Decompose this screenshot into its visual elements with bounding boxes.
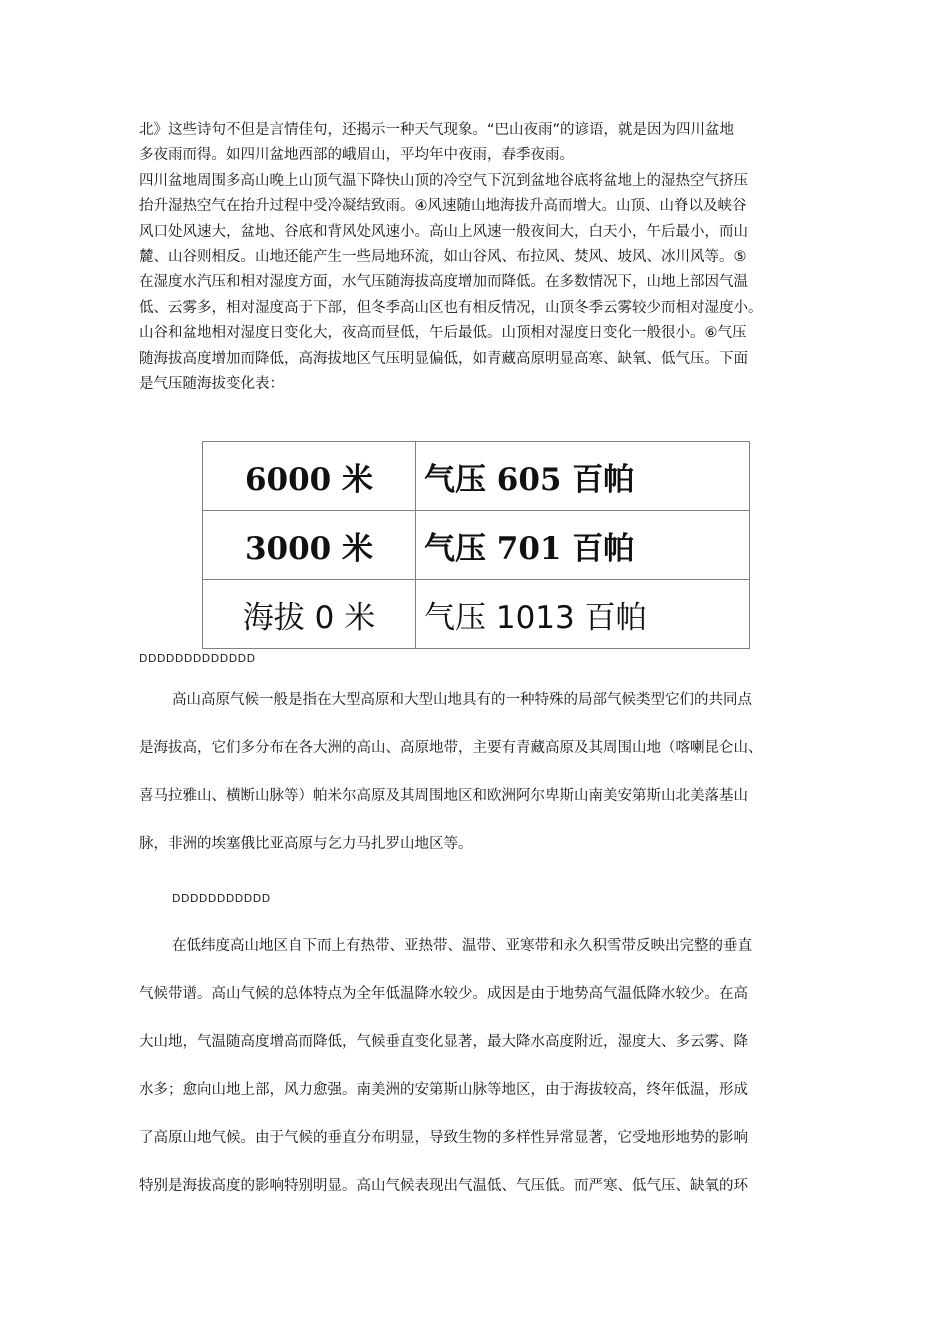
placeholder-marker: DDDDDDDDDDD [172,892,271,905]
placeholder-marker: DDDDDDDDDDDDD [139,652,256,665]
text-line: 特别是海拔高度的影响特别明显。高山气候表现出气温低、气压低。而严寒、低气压、缺氧的环 [139,1178,748,1194]
text-line: 四川盆地周围多高山晚上山顶气温下降快山顶的冷空气下沉到盆地谷底将盆地上的湿热空气挤压 [139,172,748,189]
text-line: 高山高原气候一般是指在大型高原和大型山地具有的一种特殊的局部气候类型它们的共同点 [172,692,752,708]
text-line: 北》这些诗句不但是言情佳句，还揭示一种天气现象。“巴山夜雨”的谚语，就是因为四川盆地 [139,122,735,138]
pressure-cell: 气压 605 百帕 [416,442,750,511]
text-line: 气候带谱。高山气候的总体特点为全年低温降水较少。成因是由于地势高气温低降水较少。在高 [139,986,748,1002]
altitude-cell: 海拔 0 米 [203,580,416,649]
text-line: 是海拔高，它们多分布在各大洲的高山、高原地带，主要有青藏高原及其周围山地（喀喇昆仑山、 [139,740,763,756]
text-line: 风口处风速大，盆地、谷底和背风处风速小。高山上风速一般夜间大，白天小，午后最小，而山 [139,223,748,240]
text-line: 随海拔高度增加而降低，高海拔地区气压明显偏低，如青藏高原明显高寒、缺氧、低气压。下面 [139,350,748,367]
text-line: 多夜雨而得。如四川盆地西部的峨眉山，平均年中夜雨，春季夜雨。 [139,147,574,164]
pressure-cell: 气压 701 百帕 [416,511,750,580]
paragraph-vertical-climate-zones [139,922,829,1210]
table-row [203,442,750,511]
text-line: 在低纬度高山地区自下而上有热带、亚热带、温带、亚寒带和永久积雪带反映出完整的垂直 [172,938,752,954]
text-line: 脉，非洲的埃塞俄比亚高原与乞力马扎罗山地区等。 [139,836,473,852]
paragraph-highland-climate [139,676,829,868]
text-line: 了高原山地气候。由于气候的垂直分布明显，导致生物的多样性异常显著，它受地形地势的影响 [139,1130,748,1146]
text-line: 低、云雾多，相对湿度高于下部，但冬季高山区也有相反情况，山顶冬季云雾较少而相对湿度小。 [139,299,763,316]
text-line: 抬升湿热空气在抬升过程中受冷凝结致雨。④风速随山地海拔升高而增大。山顶、山脊以及峡谷 [139,198,747,215]
altitude-cell: 6000 米 [203,442,416,511]
pressure-altitude-table [202,441,750,649]
text-line: 在湿度水汽压和相对湿度方面，水气压随海拔高度增加而降低。在多数情况下，山地上部因气温 [139,274,748,291]
table-row [203,580,750,649]
pressure-cell: 气压 1013 百帕 [416,580,750,649]
text-line: 大山地，气温随高度增高而降低，气候垂直变化显著，最大降水高度附近，湿度大、多云雾、降 [139,1034,748,1050]
text-line: 喜马拉雅山、横断山脉等）帕米尔高原及其周围地区和欧洲阿尔卑斯山南美安第斯山北美落基山 [139,788,748,804]
altitude-cell: 3000 米 [203,511,416,580]
text-line: 是气压随海拔变化表： [139,375,284,392]
text-line: 山谷和盆地相对湿度日变化大，夜高而昼低，午后最低。山顶相对湿度日变化一般很小。⑥气压 [139,325,747,342]
table-row [203,511,750,580]
paragraph-weather-phenomena [139,118,819,397]
text-line: 水多；愈向山地上部，风力愈强。南美洲的安第斯山脉等地区，由于海拔较高，终年低温，形成 [139,1082,748,1098]
text-line: 麓、山谷则相反。山地还能产生一些局地环流，如山谷风、布拉风、焚风、坡风、冰川风等。⑤ [139,248,747,265]
